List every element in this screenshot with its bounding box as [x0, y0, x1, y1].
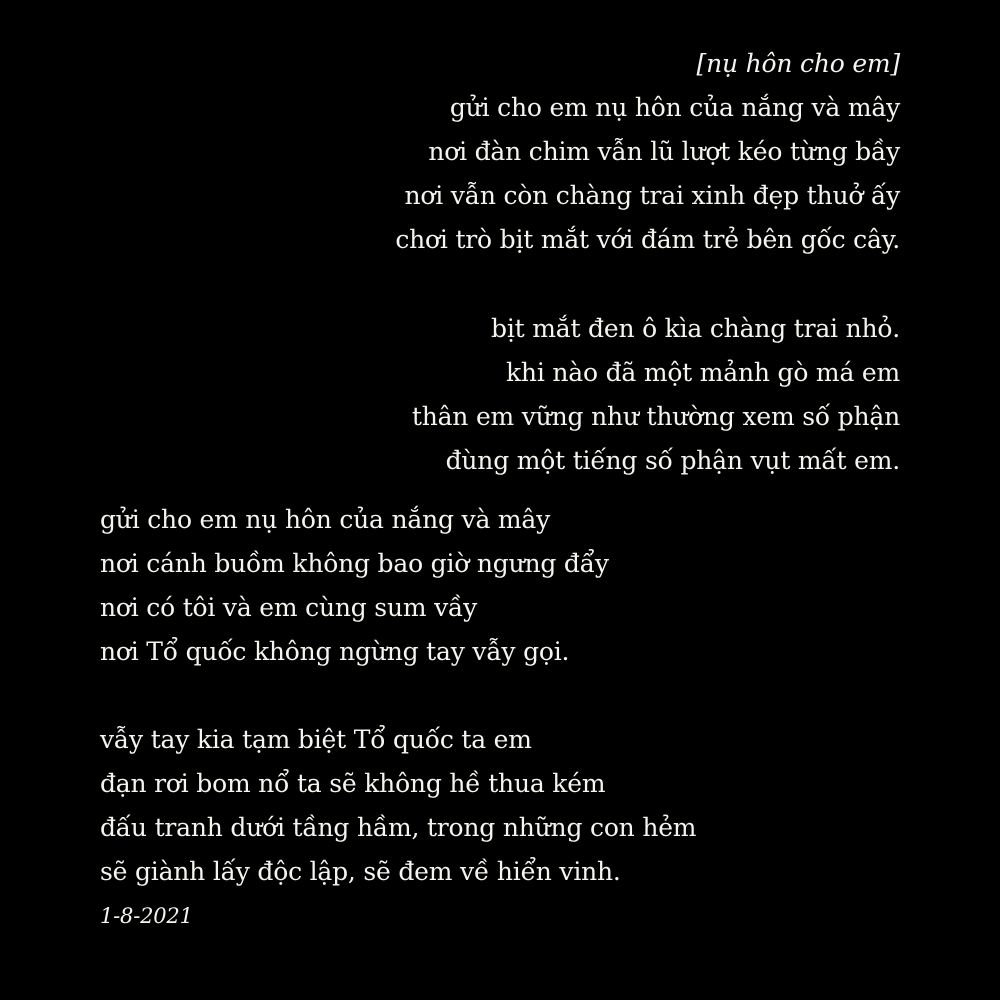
stanza-4-line-4: sẽ giành lấy độc lập, sẽ đem về hiển vinh.: [100, 857, 621, 886]
stanza-4-line-2: đạn rơi bom nổ ta sẽ không hề thua kém: [100, 769, 606, 798]
stanza-3-line-2: nơi cánh buồm không bao giờ ngưng đẩy: [100, 549, 609, 578]
stanza-1-line-2: nơi đàn chim vẫn lũ lượt kéo từng bầy: [428, 137, 900, 166]
date-block: [100, 894, 193, 938]
stanza-2-line-2: khi nào đã một mảnh gò má em: [505, 358, 900, 387]
stanza-2-line-3: thân em vững như thường xem số phận: [411, 402, 900, 431]
stanza-3-line-1: gửi cho em nụ hôn của nắng và mây: [100, 505, 551, 534]
poem-title-block: [697, 42, 900, 86]
stanza-1-line-3: nơi vẫn còn chàng trai xinh đẹp thuở ấy: [404, 181, 900, 210]
poem-title: [nụ hôn cho em]: [696, 49, 900, 78]
stanza-2-line-1: bịt mắt đen ô kìa chàng trai nhỏ.: [491, 314, 900, 343]
stanza-1: [395, 86, 900, 262]
poem-date: 1-8-2021: [100, 904, 193, 928]
stanza-1-line-4: chơi trò bịt mắt với đám trẻ bên gốc cây.: [395, 225, 900, 254]
stanza-4-line-3: đấu tranh dưới tầng hầm, trong những con hẻm: [100, 813, 697, 842]
stanza-4: [100, 718, 696, 894]
stanza-3-line-3: nơi có tôi và em cùng sum vầy: [100, 593, 478, 622]
stanza-1-line-1: gửi cho em nụ hôn của nắng và mây: [449, 93, 900, 122]
stanza-4-line-1: vẫy tay kia tạm biệt Tổ quốc ta em: [100, 725, 532, 754]
stanza-2: [412, 307, 900, 483]
stanza-3: [100, 498, 609, 674]
stanza-3-line-4: nơi Tổ quốc không ngừng tay vẫy gọi.: [100, 637, 570, 666]
stanza-2-line-4: đùng một tiếng số phận vụt mất em.: [445, 446, 900, 475]
